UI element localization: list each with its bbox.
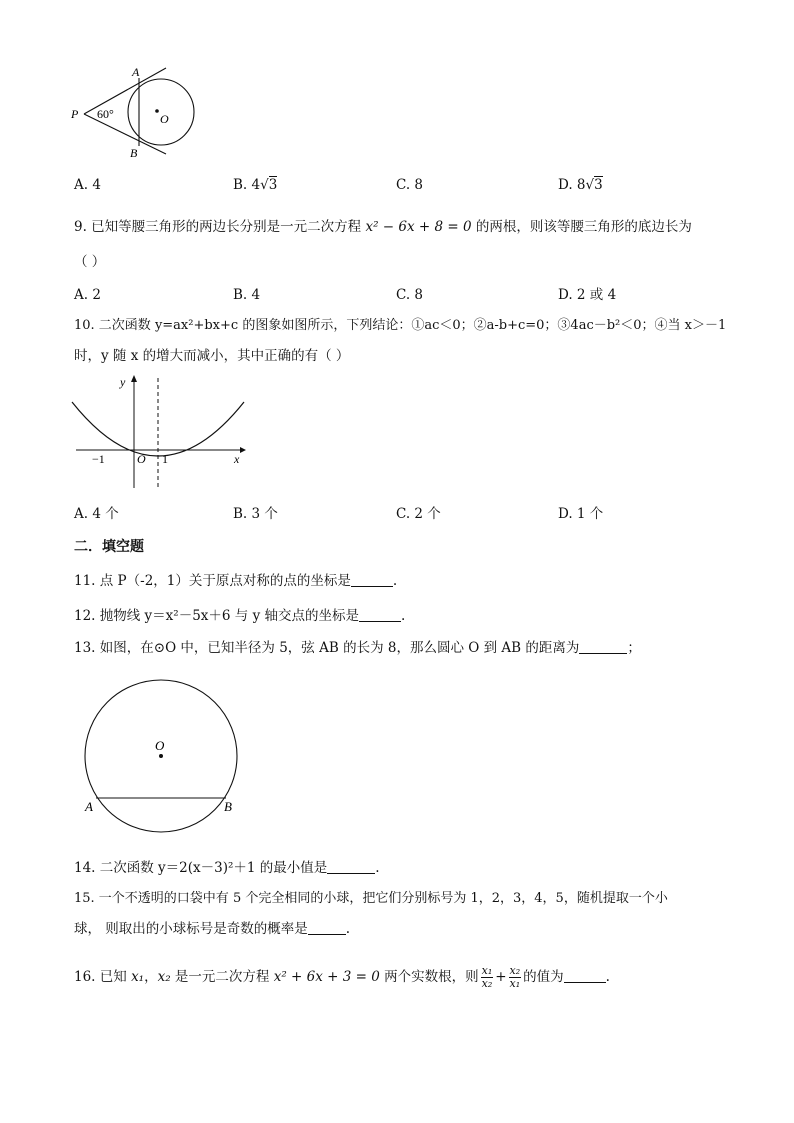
circle-chord-figure (78, 675, 248, 840)
frac2-denominator: x₁ (509, 977, 521, 990)
q16-plus: + (495, 969, 507, 985)
q8-option-b-root: 3 (268, 177, 278, 193)
answer-blank (579, 639, 627, 654)
x-label: x (234, 452, 240, 466)
answer-blank (308, 920, 346, 935)
q10-option-c: C. 2 个 (396, 506, 441, 522)
q9-option-d: D. 2 或 4 (558, 287, 617, 303)
answer-blank (327, 859, 375, 874)
q13 (74, 639, 641, 657)
origin-label: O (137, 452, 146, 466)
q8-option-d (558, 176, 603, 194)
q16-mid1: ， (144, 969, 158, 985)
tick-neg1: −1 (92, 452, 105, 466)
q15-line2 (74, 920, 350, 938)
y-label: y (120, 375, 126, 389)
answer-blank (564, 968, 606, 983)
q11-end: . (392, 573, 398, 589)
sqrt-symbol: √ (585, 177, 595, 193)
q15-end: . (345, 921, 351, 937)
q10-line2: 时，y 随 x 的增大而减小，其中正确的有（ ） (74, 348, 350, 364)
q10-option-d: D. 1 个 (558, 506, 604, 522)
q9-option-c: C. 8 (396, 287, 424, 303)
q12-end: . (401, 608, 406, 624)
q13-end: ； (627, 640, 641, 656)
q16-equation: x² + 6x + 3 = 0 (273, 969, 380, 985)
answer-blank (359, 607, 401, 622)
label-a: A (85, 799, 93, 814)
center-dot (159, 754, 163, 758)
answer-blank (351, 572, 393, 587)
label-a: A (132, 65, 140, 79)
angle-label: 60° (97, 107, 114, 121)
x-axis-arrow (240, 447, 246, 453)
q16-mid3: 两个实数根，则 (379, 969, 479, 985)
center-dot (155, 109, 159, 113)
q14-text: 14. 二次函数 y＝2(x－3)²＋1 的最小值是 (74, 860, 328, 876)
q14 (74, 859, 380, 877)
fraction-x1-over-x2 (481, 965, 494, 990)
q15-line1: 15. 一个不透明的口袋中有 5 个完全相同的小球，把它们分别标号为 1，2，3，4，5，随机提取一个小 (74, 891, 668, 906)
frac1-denominator: x₂ (481, 977, 493, 990)
q8-option-d-prefix: D. 8 (558, 177, 586, 193)
frac2-numerator: x₂ (509, 964, 521, 977)
q11-text: 11. 点 P（-2，1）关于原点对称的点的坐标是 (74, 573, 351, 589)
q10-option-a: A. 4 个 (74, 506, 119, 522)
q16 (74, 962, 610, 992)
label-o: O (155, 738, 165, 753)
parabola-figure (68, 370, 248, 495)
q8-option-b-prefix: B. 4 (233, 177, 261, 193)
fraction-x2-over-x1 (509, 965, 522, 990)
frac1-numerator: x₁ (481, 964, 493, 977)
q14-end: . (375, 860, 380, 876)
q9-line1 (74, 218, 692, 236)
y-axis-arrow (131, 375, 137, 382)
q16-pre: 16. 已知 (74, 969, 132, 985)
q9-text-a: 9. 已知等腰三角形的两边长分别是一元二次方程 (74, 219, 366, 235)
q8-option-a: A. 4 (74, 177, 101, 193)
q13-text: 13. 如图，在⊙O 中，已知半径为 5，弦 AB 的长为 8，那么圆心 O 到 AB 的距离为 (74, 640, 580, 656)
q8-option-c: C. 8 (396, 177, 424, 193)
q16-x1: x₁ (131, 969, 145, 985)
q16-x2: x₂ (157, 969, 171, 985)
q9-line2: （ ） (74, 254, 106, 270)
tick-1: 1 (162, 452, 168, 466)
q12-text: 12. 抛物线 y＝x²－5x＋6 与 y 轴交点的坐标是 (74, 608, 359, 624)
label-b: B (130, 146, 138, 160)
q9-option-a: A. 2 (74, 287, 101, 303)
q16-end: . (605, 969, 610, 985)
label-p: P (71, 107, 79, 121)
q10-line1: 10. 二次函数 y=ax²+bx+c 的图象如图所示，下列结论：①ac＜0；②a-b+c=0；③4ac－b²＜0；④当 x＞－1 (74, 318, 727, 333)
q8-option-b (233, 176, 277, 194)
sqrt-symbol: √ (260, 177, 269, 193)
q16-post: 的值为 (523, 969, 564, 985)
tangent-circle-figure (66, 62, 206, 162)
q11 (74, 572, 397, 590)
q15-text: 球， 则取出的小球标号是奇数的概率是 (74, 921, 308, 937)
q9-option-b: B. 4 (233, 287, 261, 303)
q16-mid2: 是一元二次方程 (170, 969, 274, 985)
q9-text-b: 的两根，则该等腰三角形的底边长为 (471, 219, 692, 235)
q9-equation: x² − 6x + 8 = 0 (365, 219, 472, 235)
label-b: B (224, 799, 232, 814)
label-o: O (160, 112, 169, 126)
q12 (74, 607, 405, 625)
section-title: 二．填空题 (74, 539, 144, 555)
q8-option-d-root: 3 (594, 177, 603, 193)
q10-option-b: B. 3 个 (233, 506, 278, 522)
